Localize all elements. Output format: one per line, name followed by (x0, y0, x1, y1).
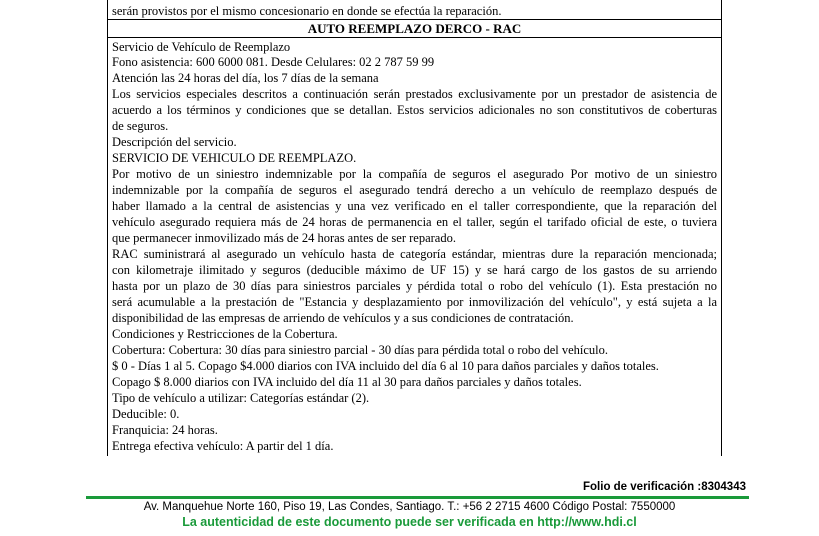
paragraph-line: indemnizable por la compañía de seguros el asegurado tendrá derecho a un vehículo de reemplazo después de (112, 183, 717, 197)
paragraph-line: RAC suministrará al asegurado un vehículo hasta de categoría estándar, mientras dure la reparación mencionada; (112, 247, 717, 261)
service-heading: SERVICIO DE VEHICULO DE REEMPLAZO. (112, 151, 357, 165)
coverage-line: Cobertura: Cobertura: 30 días para siniestro parcial - 30 días para pérdida total o robo del vehículo. (112, 343, 609, 357)
paragraph-line: acuerdo a los términos y condiciones que se detallan. Estos servicios adicionales no son constitutivos de coberturas (112, 103, 717, 117)
paragraph-line: hasta por un plazo de 30 días para siniestros parciales y pérdida total o robo del vehículo (1). Esta prestación no (112, 279, 717, 293)
paragraph-line: será acumulable a la prestación de "Estancia y desplazamiento por inmovilización del vehículo", y está sujeta a la (112, 295, 717, 309)
paragraph-line: de seguros. (112, 119, 169, 133)
intro-line: serán provistos por el mismo concesionario en donde se efectúa la reparación. (112, 4, 502, 18)
paragraph-line: haber llamado a la central de asistencias y una vez verificado en el taller correspondiente, que la reparación del (112, 199, 717, 213)
vehicle-type-line: Tipo de vehículo a utilizar: Categorías estándar (2). (112, 391, 370, 405)
paragraph-line: vehículo asegurado requiera más de 24 horas de permanencia en el taller, según el tarifado oficial de este, o tuviera (112, 215, 717, 229)
section-title: AUTO REEMPLAZO DERCO - RAC (108, 19, 721, 38)
conditions-heading: Condiciones y Restricciones de la Cobertura. (112, 327, 338, 341)
service-name: Servicio de Vehículo de Reemplazo (112, 40, 291, 54)
verification-link[interactable]: La autenticidad de este documento puede ser verificada en http://www.hdi.cl (182, 515, 637, 529)
paragraph-line: Los servicios especiales descritos a continuación serán prestados exclusivamente por un prestador de asistencia de (112, 87, 717, 101)
verification-folio: Folio de verificación :8304343 (583, 481, 746, 493)
paragraph-line: disponibilidad de las empresas de arriendo de vehículos y a sus condiciones de contratación. (112, 311, 574, 325)
franchise-line: Franquicia: 24 horas. (112, 423, 218, 437)
copay-line: $ 0 - Días 1 al 5. Copago $4.000 diarios con IVA incluido del día 6 al 10 para daños parciales y daños totales. (112, 359, 659, 373)
copay-line: Copago $ 8.000 diarios con IVA incluido del día 11 al 30 para daños parciales y daños totales. (112, 375, 582, 389)
deductible-line: Deducible: 0. (112, 407, 180, 421)
document-body (107, 0, 722, 456)
footer-address: Av. Manquehue Norte 160, Piso 19, Las Condes, Santiago. T.: +56 2 2715 4600 Código Postal: 7550000 (143, 501, 676, 513)
paragraph-line: que permanecer inmovilizado más de 24 horas antes de ser reparado. (112, 231, 456, 245)
footer-divider (86, 496, 749, 499)
hours-line: Atención las 24 horas del día, los 7 días de la semana (112, 71, 379, 85)
phone-line: Fono asistencia: 600 6000 081. Desde Celulares: 02 2 787 59 99 (112, 55, 435, 69)
delivery-line: Entrega efectiva vehículo: A partir del 1 día. (112, 439, 334, 453)
paragraph-line: Por motivo de un siniestro indemnizable por la compañía de seguros el asegurado Por motivo de un siniestro (112, 167, 717, 181)
description-heading: Descripción del servicio. (112, 135, 237, 149)
paragraph-line: con kilometraje ilimitado y seguros (deducible máximo de UF 15) y se hará cargo de los gastos de su arriendo (112, 263, 717, 277)
